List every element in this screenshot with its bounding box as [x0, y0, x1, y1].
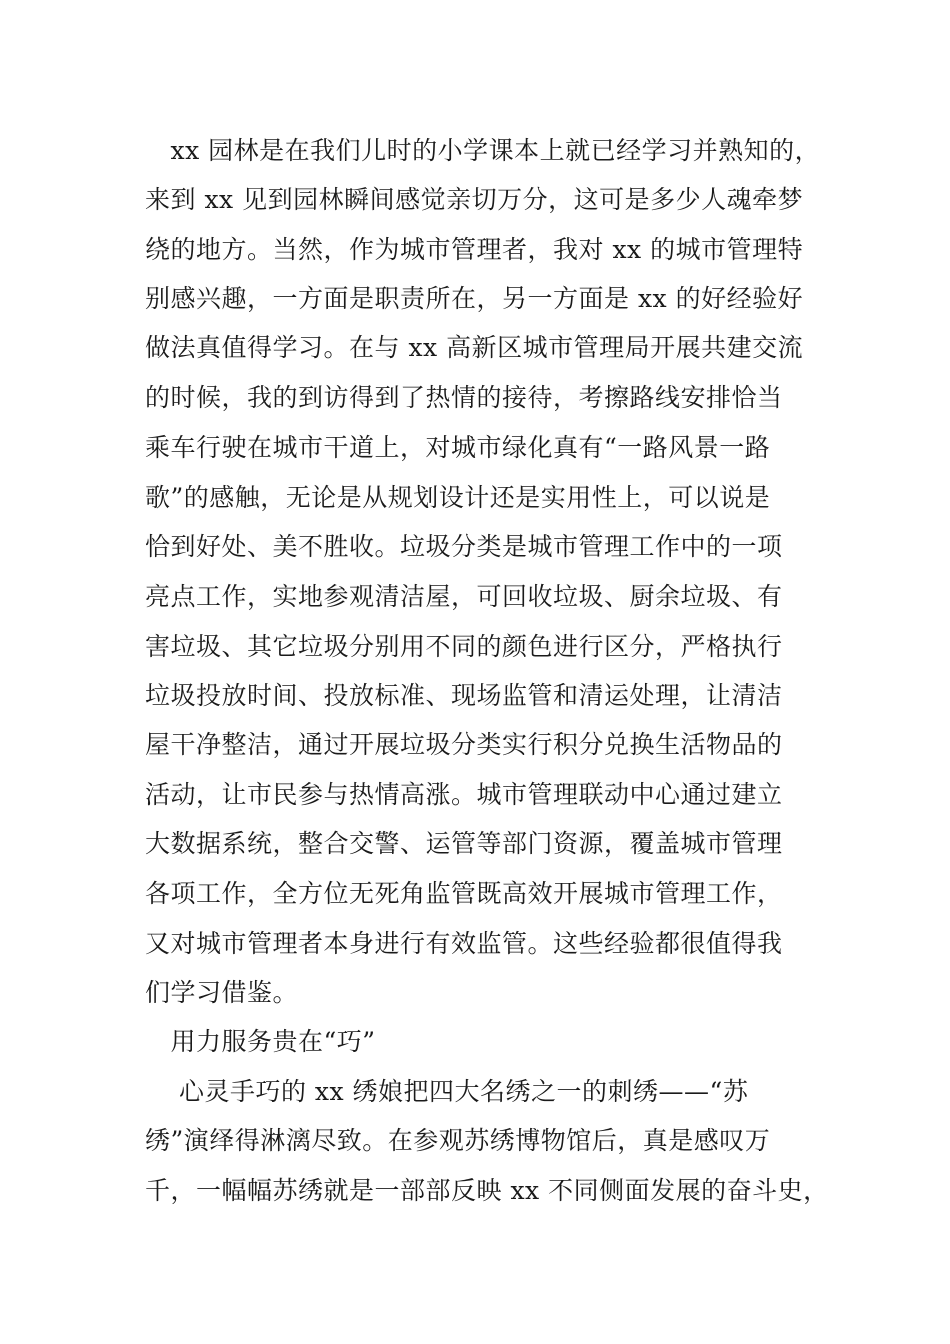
- paragraph-line: 恰到好处、美不胜收。垃圾分类是城市管理工作中的一项: [145, 532, 783, 561]
- paragraph-line: xx 园林是在我们儿时的小学课本上就已经学习并熟知的，: [145, 136, 821, 165]
- paragraph-line: 千，一幅幅苏绣就是一部部反映 xx 不同侧面发展的奋斗史，: [145, 1176, 829, 1205]
- paragraph-line: 们学习借鉴。: [145, 978, 299, 1007]
- paragraph-line: 大数据系统，整合交警、运管等部门资源，覆盖城市管理: [145, 829, 783, 858]
- paragraph-line: 害垃圾、其它垃圾分别用不同的颜色进行区分，严格执行: [145, 632, 783, 661]
- paragraph-line: 的时候，我的到访得到了热情的接待，考擦路线安排恰当: [145, 383, 783, 412]
- paragraph-line: 各项工作，全方位无死角监管既高效开展城市管理工作，: [145, 879, 783, 908]
- paragraph-line: 别感兴趣，一方面是职责所在，另一方面是 xx 的好经验好: [145, 284, 804, 313]
- paragraph-line: 绣”演绎得淋漓尽致。在参观苏绣博物馆后，真是感叹万: [145, 1126, 771, 1155]
- paragraph-line: 又对城市管理者本身进行有效监管。这些经验都很值得我: [145, 929, 783, 958]
- paragraph-line: 做法真值得学习。在与 xx 高新区城市管理局开展共建交流: [145, 333, 804, 362]
- paragraph-line: 活动，让市民参与热情高涨。城市管理联动中心通过建立: [145, 780, 783, 809]
- section-heading: 用力服务贵在“巧”: [145, 1027, 376, 1056]
- paragraph-line: 亮点工作，实地参观清洁屋，可回收垃圾、厨余垃圾、有: [145, 582, 783, 611]
- paragraph-line: 绕的地方。当然，作为城市管理者，我对 xx 的城市管理特: [145, 235, 804, 264]
- paragraph-line: 屋干净整洁，通过开展垃圾分类实行积分兑换生活物品的: [145, 730, 783, 759]
- paragraph-line: 心灵手巧的 xx 绣娘把四大名绣之一的刺绣——“苏: [145, 1077, 749, 1106]
- paragraph-line: 来到 xx 见到园林瞬间感觉亲切万分，这可是多少人魂牵梦: [145, 185, 804, 214]
- paragraph-line: 垃圾投放时间、投放标准、现场监管和清运处理，让清洁: [145, 681, 783, 710]
- paragraph-line: 乘车行驶在城市干道上，对城市绿化真有“一路风景一路: [145, 433, 771, 462]
- paragraph-line: 歌”的感触，无论是从规划设计还是实用性上，可以说是: [145, 483, 771, 512]
